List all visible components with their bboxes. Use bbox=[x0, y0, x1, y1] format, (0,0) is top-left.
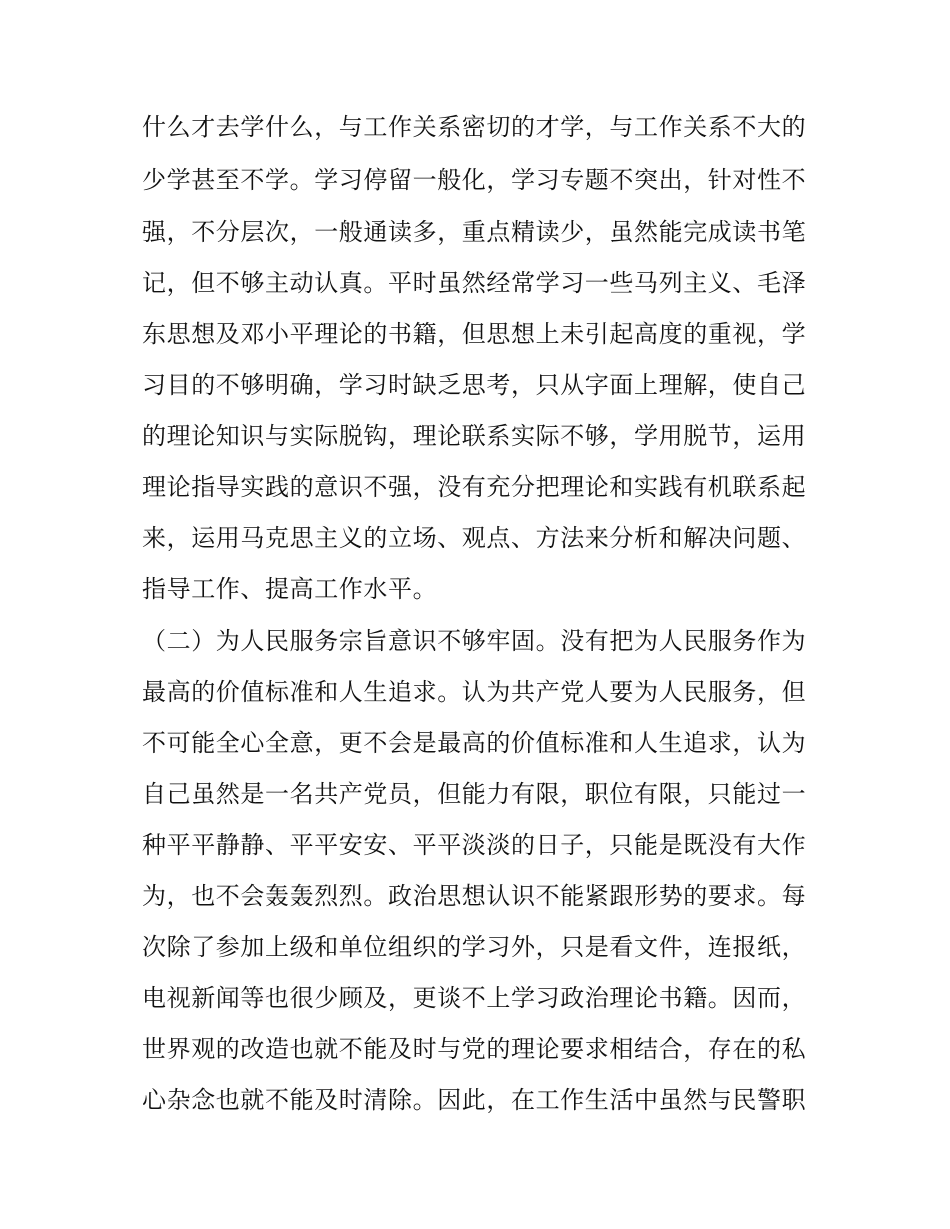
text-line: 心杂念也就不能及时清除。因此，在工作生活中虽然与民警职 bbox=[142, 1086, 807, 1114]
text-line: 种平平静静、平平安安、平平淡淡的日子，只能是既没有大作 bbox=[142, 831, 807, 859]
text-line: 来，运用马克思主义的立场、观点、方法来分析和解决问题、 bbox=[142, 524, 807, 552]
text-line: 不可能全心全意，更不会是最高的价值标准和人生追求，认为 bbox=[142, 729, 807, 757]
text-line: 记，但不够主动认真。平时虽然经常学习一些马列主义、毛泽 bbox=[142, 269, 807, 297]
text-line: 电视新闻等也很少顾及，更谈不上学习政治理论书籍。因而， bbox=[142, 984, 807, 1012]
text-line: 习目的不够明确，学习时缺乏思考，只从字面上理解，使自己 bbox=[142, 371, 807, 399]
text-line: 世界观的改造也就不能及时与党的理论要求相结合，存在的私 bbox=[142, 1035, 807, 1063]
text-line: 少学甚至不学。学习停留一般化，学习专题不突出，针对性不 bbox=[142, 166, 807, 194]
text-line: 指导工作、提高工作水平。 bbox=[142, 575, 438, 603]
text-line: 最高的价值标准和人生追求。认为共产党人要为人民服务，但 bbox=[142, 678, 807, 706]
text-line: 理论指导实践的意识不强，没有充分把理论和实践有机联系起 bbox=[142, 473, 807, 501]
text-line: 的理论知识与实际脱钩，理论联系实际不够，学用脱节，运用 bbox=[142, 422, 807, 450]
text-line: 次除了参加上级和单位组织的学习外，只是看文件，连报纸， bbox=[142, 933, 807, 961]
text-line: 东思想及邓小平理论的书籍，但思想上未引起高度的重视，学 bbox=[142, 320, 807, 348]
text-line: 自己虽然是一名共产党员，但能力有限，职位有限，只能过一 bbox=[142, 780, 807, 808]
text-line: 什么才去学什么，与工作关系密切的才学，与工作关系不大的 bbox=[142, 113, 807, 141]
text-line: 强，不分层次，一般通读多，重点精读少，虽然能完成读书笔 bbox=[142, 218, 807, 246]
text-line: 为，也不会轰轰烈烈。政治思想认识不能紧跟形势的要求。每 bbox=[142, 882, 807, 910]
section-heading-line: （二）为人民服务宗旨意识不够牢固。没有把为人民服务作为 bbox=[142, 627, 807, 655]
